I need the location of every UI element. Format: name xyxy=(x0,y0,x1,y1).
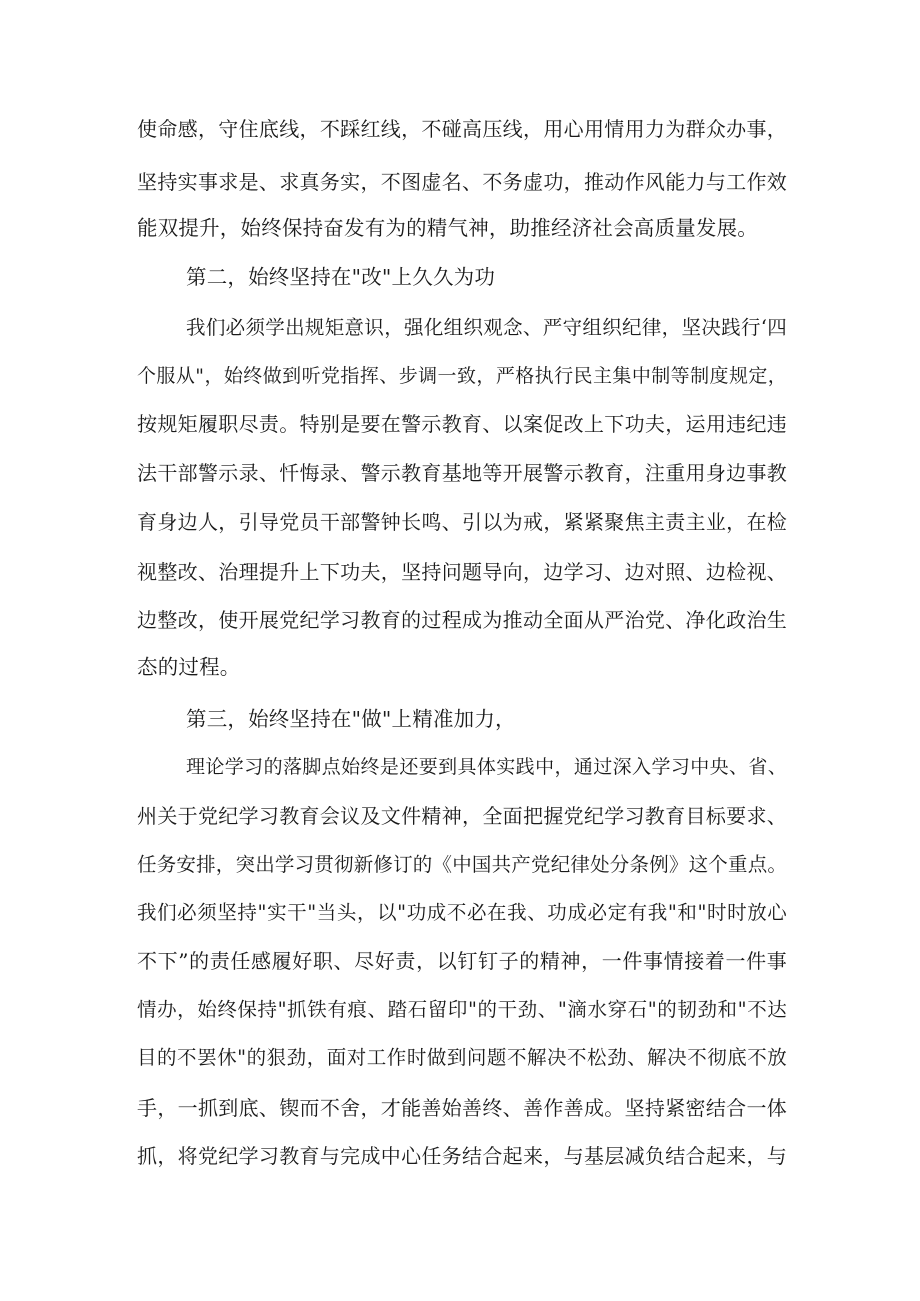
paragraph-line: 能双提升，始终保持奋发有为的精气神，助推经济社会高质量发展。 xyxy=(137,216,758,240)
section-heading-2: 第二，始终坚持在"改"上久久为功 xyxy=(186,265,496,289)
paragraph-line: 按规矩履职尽责。特别是要在警示教育、以案促改上下功夫，运用违纪违 xyxy=(137,412,787,436)
paragraph-line: 手，一抓到底、锲而不舍，才能善始善终、善作善成。坚持紧密结合一体 xyxy=(137,1096,787,1120)
paragraph-line: 抓，将党纪学习教育与完成中心任务结合起来，与基层减负结合起来，与 xyxy=(137,1144,787,1168)
paragraph-line: 我们必须坚持"实干"当头，以"功成不必在我、功成必定有我"和"时时放心 xyxy=(137,901,787,924)
paragraph-line: 视整改、治理提升上下功夫，坚持问题导向，边学习、边对照、边检视、 xyxy=(137,560,787,584)
paragraph-line: 坚持实事求是、求真务实，不图虚名、不务虚功，推动作风能力与工作效 xyxy=(137,170,787,194)
paragraph-line: 不下”的责任感履好职、尽好责，以钉钉子的精神，一件事情接着一件事 xyxy=(137,949,787,973)
paragraph-line: 我们必须学出规矩意识，强化组织观念、严守组织纪律，坚决践行‘四 xyxy=(186,316,787,339)
paragraph-line: 边整改，使开展党纪学习教育的过程成为推动全面从严治党、净化政治生 xyxy=(137,608,787,632)
paragraph-line: 情办，始终保持"抓铁有痕、踏石留印"的干劲、"滴水穿石"的韧劲和"不达 xyxy=(137,998,787,1021)
paragraph-line: 州关于党纪学习教育会议及文件精神，全面把握党纪学习教育目标要求、 xyxy=(137,804,787,828)
paragraph-line: 个服从"，始终做到听党指挥、步调一致，严格执行民主集中制等制度规定， xyxy=(137,365,787,387)
paragraph-line: 理论学习的落脚点始终是还要到具体实践中，通过深入学习中央、省、 xyxy=(186,756,787,778)
paragraph-line: 法干部警示录、忏悔录、警示教育基地等开展警示教育，注重用身边事教 xyxy=(137,461,787,485)
paragraph-line: 任务安排，突出学习贯彻新修订的《中国共产党纪律处分条例》这个重点。 xyxy=(137,853,788,876)
paragraph-line: 态的过程。 xyxy=(137,655,241,679)
paragraph-line: 育身边人，引导党员干部警钟长鸣、引以为戒，紧紧聚焦主责主业，在检 xyxy=(137,510,787,534)
section-heading-3: 第三，始终坚持在"做"上精准加力， xyxy=(186,707,516,731)
paragraph-line: 目的不罢休"的狠劲，面对工作时做到问题不解决不松劲、解决不彻底不放 xyxy=(137,1046,787,1069)
paragraph-line: 使命感，守住底线，不踩红线，不碰高压线，用心用情用力为群众办事， xyxy=(137,117,787,141)
